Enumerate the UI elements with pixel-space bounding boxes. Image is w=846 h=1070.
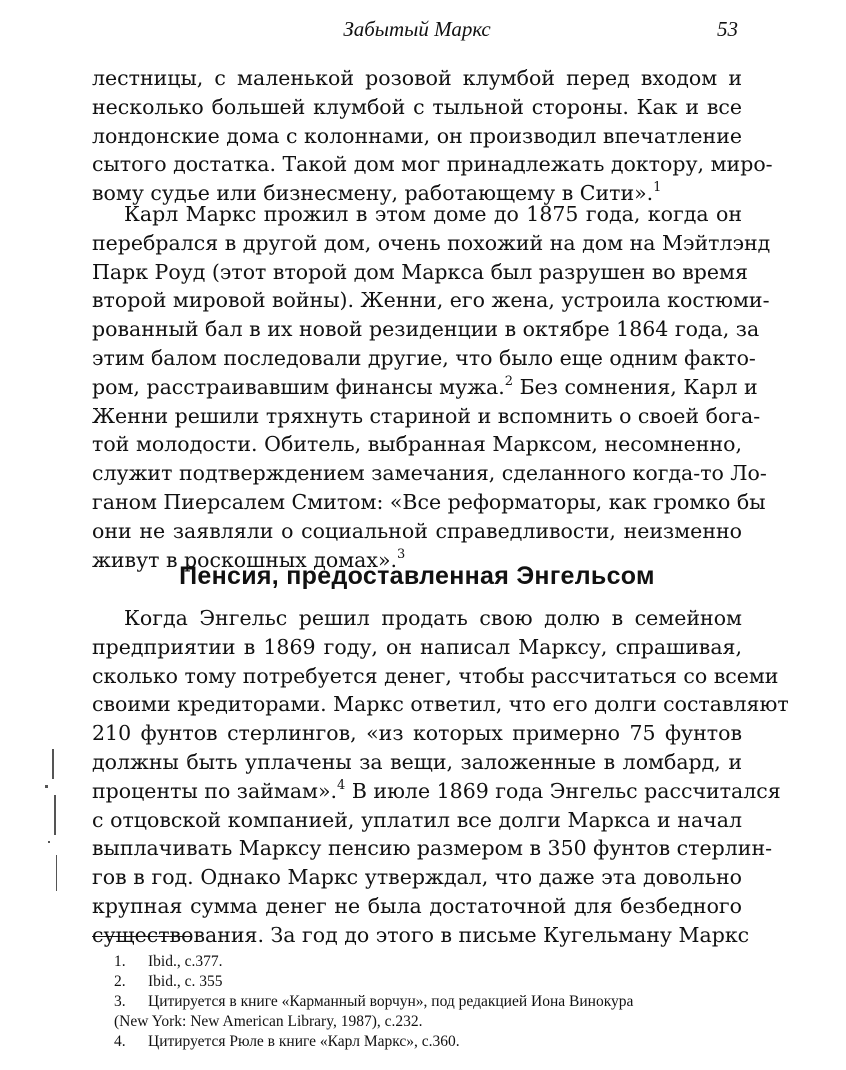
text-line [92,777,781,806]
text-line: той молодости. Обитель, выбранная Марксом, несомненно, [92,432,742,457]
footnote-text: Ibid., с.377. [148,953,223,970]
running-head [92,17,742,47]
text-line: Когда Энгельс решил продать свою долю в семейном [124,606,742,630]
text-line: 210 фунтов стерлингов, «из которых примерно 75 фунтов [92,721,742,746]
footnote-number: 4. [114,1033,126,1050]
footnote-text: (New York: New American Library, 1987), с.232. [114,1013,423,1030]
footnote-divider [92,936,192,937]
footnote-number: 1. [114,953,126,970]
text-line: крупная сумма денег не была достаточной для безбедного [92,893,742,918]
page-number: 53 [717,17,738,41]
footnote-ref-4: 4 [337,777,346,793]
text-line: должны быть уплачены за вещи, заложенные в ломбард, и [92,749,742,774]
footnote-ref-3: 3 [397,546,406,562]
scan-marks [40,745,70,895]
text-line: предприятии в 1869 году, он написал Марксу, спрашивая, [92,634,742,659]
text-line: перебрался в другой дом, очень похожий на дом на Мэйтлэнд [92,230,771,255]
text-line: они не заявляли о социальной справедливости, неизменно [92,518,742,543]
footnote-text: Цитируется в книге «Карманный ворчун», под редакцией Иона Винокура [148,993,634,1010]
footnote [92,1032,742,1052]
text-line [92,373,758,402]
text-line: лондонские дома с колоннами, он производил впечатление [92,123,742,148]
text-fragment: Без сомнения, Карл и [513,374,758,399]
footnote-ref-1: 1 [653,180,662,196]
footnote-continuation [92,1012,742,1032]
text-line: второй мировой войны). Женни, его жена, устроила костюми- [92,288,770,313]
text-line: ганом Пиерсалем Смитом: «Все реформаторы, как громко бы [92,489,766,514]
text-fragment: проценты по займам». [92,778,338,803]
footnote-text: Цитируется Рюле в книге «Карл Маркс», с.360. [148,1033,460,1050]
text-line: Женни решили тряхнуть стариной и вспомнить о своей бога- [92,403,761,428]
footnote-ref-2: 2 [504,373,514,389]
text-line: Карл Маркс прожил в этом доме до 1875 года, когда он [124,202,742,226]
paragraph-continuation [92,64,773,208]
section-heading: Пенсия, предоставленная Энгельсом [179,562,655,590]
text-line: рованный бал в их новой резиденции в октябре 1864 года, за [92,317,760,342]
footnote [92,992,742,1012]
running-title: Забытый Маркс [343,17,491,41]
paragraph-house [92,200,771,574]
footnote-number: 3. [114,993,126,1010]
text-line: сытого достатка. Такой дом мог принадлежать доктору, миро- [92,152,773,177]
text-line: гов в год. Однако Маркс утверждал, что даже эта довольно [92,865,742,890]
text-line: Парк Роуд (этот второй дом Маркса был разрушен во время [92,259,748,284]
text-line: лестницы, с маленькой розовой клумбой перед входом и [92,66,742,90]
text-line: выплачивать Марксу пенсию размером в 350 фунтов стерлин- [92,836,773,861]
footnote-text: Ibid., с. 355 [148,973,223,990]
footnote [92,972,742,992]
footnote-number: 2. [114,973,126,990]
paragraph-pension [92,604,789,950]
text-fragment: В июле 1869 года Энгельс рассчитался [345,778,781,803]
text-line: несколько большей клумбой с тыльной стороны. Как и все [92,94,742,119]
text-fragment: вому судье или бизнесмену, работающему в Сити». [92,181,654,206]
footnote [92,952,742,972]
text-line: служит подтверждением замечания, сделанного когда-то Ло- [92,461,767,486]
text-line: этим балом последовали другие, что было еще одним факто- [92,345,756,370]
text-fragment: живут в роскошных домах». [92,547,398,572]
text-line: своими кредиторами. Маркс ответил, что его долги составляют [92,692,789,717]
text-fragment: ром, расстраивавшим финансы мужа. [92,374,505,399]
footnotes [92,952,742,1052]
text-line: существования. За год до этого в письме Кугельману Маркс [92,922,750,947]
text-line: с отцовской компанией, уплатил все долги Маркса и начал [92,807,742,832]
text-line: сколько тому потребуется денег, чтобы рассчитаться со всеми [92,663,779,688]
